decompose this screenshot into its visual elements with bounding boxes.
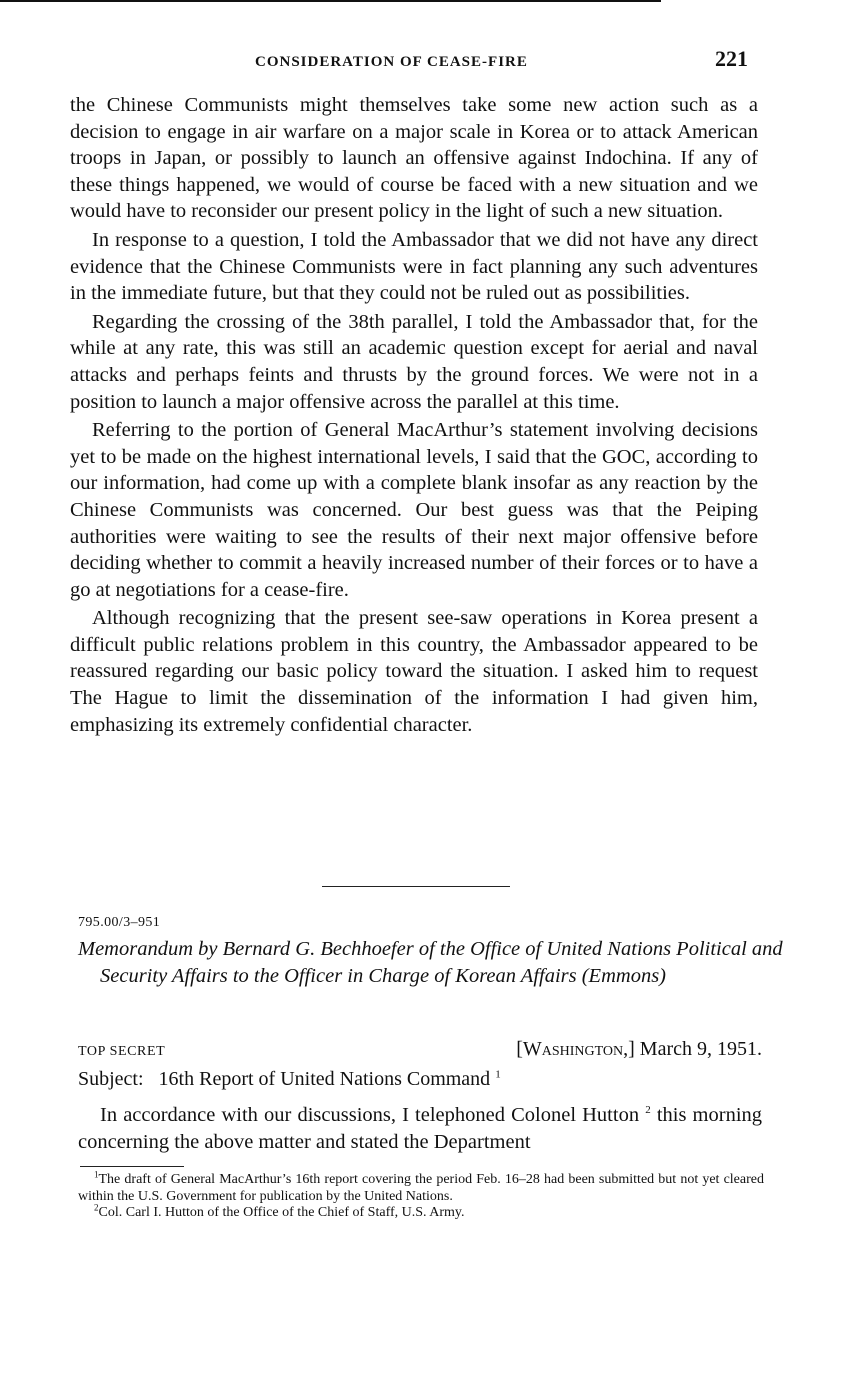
date: March 9, 1951. [639, 1038, 762, 1060]
document-reference: 795.00/3–951 [78, 915, 161, 930]
footnote [78, 1169, 764, 1205]
body-paragraph: the Chinese Communists might themselves take some new action such as a decision to engage in air warfare on a major scale in Korea or to attack American troops in Japan, or possibly to launch an offensive against Indochina. If any of these things happened, we would of course be faced with a new situation and we would have to reconsider our present policy in the light of such a new situation. [70, 94, 758, 223]
footnote-ref: 1 [495, 1068, 501, 1081]
subject-line [78, 1068, 501, 1091]
document-title: Memorandum by Bernard G. Bechhoefer of the Office of United Nations Political and Security Affairs to the Officer in Charge of Korean Affairs (Emmons) [78, 938, 783, 987]
footnote-rule [80, 1166, 184, 1167]
running-head: CONSIDERATION OF CEASE-FIRE [255, 54, 528, 70]
place-date [516, 1038, 762, 1061]
memo-paragraph [78, 1102, 762, 1156]
memo-text-b: this morning concerning the above matter and stated the Department [78, 1104, 763, 1153]
place: [Washington,] [516, 1038, 635, 1060]
footnote-marker: 1 [94, 1169, 99, 1180]
memo-text [78, 1102, 762, 1156]
body-text [70, 92, 758, 738]
body-paragraph: In response to a question, I told the Ambassador that we did not have any direct evidence that the Chinese Communists were in fact planning any such adventures in the immediate future, but that they could not be ruled out as possibilities. [70, 228, 758, 305]
body-paragraph: Referring to the portion of General MacArthur’s statement involving decisions yet to be made on the highest international levels, I said that the GOC, according to our information, had come up with a complete blank insofar as any reaction by the Chinese Communists was concerned. Our best guess was that the Peiping authorities were waiting to see the results of their next major offensive before deciding whether to commit a heavily increased number of their forces or to have a go at negotiations for a cease-fire. [70, 419, 758, 601]
section-divider [322, 886, 510, 887]
body-paragraph: Regarding the crossing of the 38th parallel, I told the Ambassador that, for the while at any rate, this was still an academic question except for aerial and naval attacks and perhaps feints and thrusts by the ground forces. We were not in a position to launch a major offensive across the parallel at this time. [70, 310, 758, 413]
footnote-marker: 2 [94, 1202, 99, 1213]
page-header [0, 46, 861, 80]
top-rule [0, 0, 661, 2]
footnote-text: Col. Carl I. Hutton of the Office of the Chief of Staff, U.S. Army. [98, 1205, 465, 1220]
document-meta [78, 1038, 762, 1064]
subject-label: Subject: [78, 1068, 144, 1090]
footnote-text: The draft of General MacArthur’s 16th report covering the period Feb. 16–28 had been submitted but not yet cleared within the U.S. Government for publication by the United Nations. [78, 1172, 764, 1204]
footnote [78, 1202, 764, 1222]
body-paragraph: Although recognizing that the present see-saw operations in Korea present a difficult public relations problem in this country, the Ambassador appeared to be reassured regarding our basic policy toward the situation. I asked him to request The Hague to limit the dissemination of the information I had given him, emphasizing its extremely confidential character. [70, 607, 758, 736]
memo-text-a: In accordance with our discussions, I telephoned Colonel Hutton [100, 1104, 640, 1126]
classification: TOP SECRET [78, 1044, 166, 1059]
footnote-ref: 2 [645, 1104, 651, 1117]
subject-text: 16th Report of United Nations Command [158, 1068, 491, 1090]
page-number: 221 [715, 46, 748, 71]
footnotes [78, 1169, 764, 1222]
